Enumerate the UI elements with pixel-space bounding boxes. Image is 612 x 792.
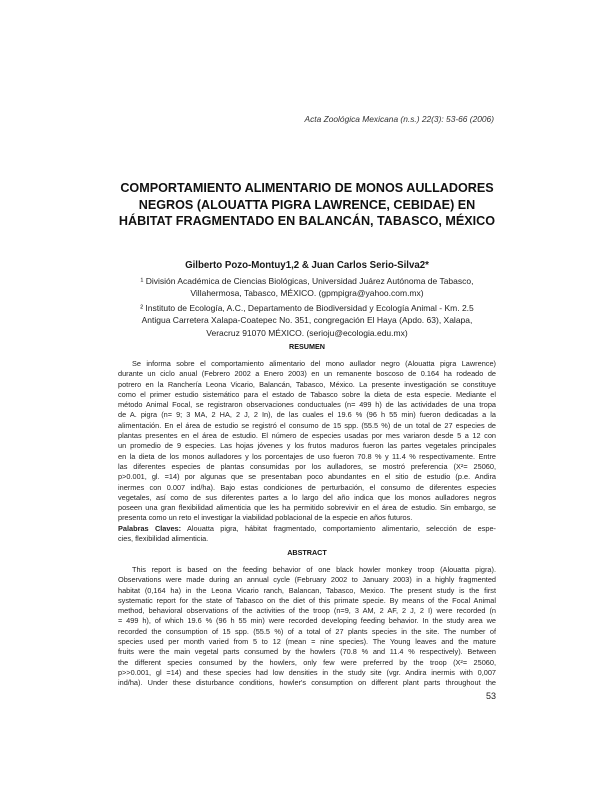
- title-line: COMPORTAMIENTO ALIMENTARIO DE MONOS AULLADORES: [120, 181, 494, 195]
- resumen-line: método Animal Focal, se registraron observaciones conductuales (n= 499 h) de las actividades de una tropa: [118, 400, 496, 410]
- author-line: Gilberto Pozo-Montuy1,2 & Juan Carlos Serio-Silva2*: [185, 260, 429, 271]
- page-number: 53: [485, 691, 496, 701]
- keywords-line: [118, 524, 496, 534]
- resumen-line: alimentación. En el área de estudio se registró el consumo de 15 spp. (55.5 %) de un total de 27 especies de: [118, 420, 496, 430]
- abstract-line: = 499 h), of which 19.6 % (96 h 55 min) were recorded developing feeding behavior. In the study area we: [118, 616, 496, 626]
- resumen-line: inermes con 0.007 ind/ha). Bajo estas condiciones de perturbación, el consumo de diferentes especies: [118, 482, 496, 492]
- abstract-line: systematic report for the state of Tabasco on the diet of this primate specie. By means of the Focal Animal: [118, 595, 496, 605]
- abstract-paragraph: [118, 565, 496, 689]
- journal-citation: Acta Zoológica Mexicana (n.s.) 22(3): 53-66 (2006): [304, 114, 494, 124]
- resumen-line: potrero en la Ranchería Leona Vicario, Balancán, Tabasco, México. La presente investigación se constituye: [118, 379, 496, 389]
- resumen-line: durante un ciclo anual (Febrero 2002 a Enero 2003) en un remanente boscoso de 0.164 ha rodeado de: [118, 369, 496, 379]
- resumen-heading: RESUMEN: [289, 342, 325, 351]
- abstract-line: the different species consumed by the howlers, only few were preferred by the troop (X²= 25060,: [118, 657, 496, 667]
- affiliation-line: Veracruz 91070 MÉXICO. (serioju@ecologia.edu.mx): [206, 327, 408, 338]
- title-line: HÁBITAT FRAGMENTADO EN BALANCÁN, TABASCO, MÉXICO: [118, 214, 496, 229]
- affiliation-1: [118, 275, 496, 300]
- abstract-line: habitat (0,164 ha) in the Leona Vicario ranch, Balancan, Tabasco, Mexico. The present study is the first: [118, 585, 496, 595]
- resumen-line: poseen una gran flexibilidad alimenticia que les ha permitido sobrevivir en el área de estudio. Sin embargo, se: [118, 503, 496, 513]
- abstract-line: recorded the consumption of 15 spp. (55.5 %) of a total of 27 plants species in the site. The number of: [118, 626, 496, 636]
- resumen-line: las diferentes especies de plantas consumidas por los aulladores, se mostró preferencia (X²= 25060,: [118, 461, 496, 471]
- resumen-line: p>0.001, gl. =14) por algunas que se presentaban poco abundantes en el sitio de estudio (p.e. Andira: [118, 472, 496, 482]
- abstract-line: p>>0.001, gl =14) and these species had low densities in the study site (vgr. Andira inermis with 0,007: [118, 667, 496, 677]
- keywords-label: Palabras Claves:: [118, 523, 182, 533]
- resumen-line: de A. pigra (n= 9; 3 MA, 2 HA, 2 J, 2 In), de las cuales el 19.6 % (96 h 55 min) fueron dedicadas a la: [118, 410, 496, 420]
- article-title: [118, 180, 496, 230]
- resumen-line: presenta como un reto el investigar la viabilidad poblacional de la especie en años futuros.: [118, 513, 413, 523]
- abstract-line: Observations were made during an annual cycle (February 2002 to January 2003) in a highly fragmented: [118, 575, 496, 585]
- resumen-line: como el primer estudio sistemático para el estado de Tabasco sobre la dieta de esta especie. Mediante el: [118, 389, 496, 399]
- affiliation-line: Antigua Carretera Xalapa-Coatepec No. 351, congregación El Haya (Apdo. 63), Xalapa,: [141, 315, 473, 326]
- resumen-line: Se informa sobre el comportamiento alimentario del mono aullador negro (Alouatta pigra Lawrence): [132, 359, 496, 368]
- affiliation-line: ² Instituto de Ecología, A.C., Departamento de Biodiversidad y Ecología Animal - Km. 2.5: [140, 303, 474, 313]
- affiliation-line: ¹ División Académica de Ciencias Biológicas, Universidad Juárez Autónoma de Tabasco,: [140, 276, 474, 286]
- affiliation-2: [118, 302, 496, 339]
- abstract-line: species used per month varied from 5 to 12 (mean = nine species). The Young leaves and the mature: [118, 637, 496, 647]
- abstract-line: ind/ha). Under these disturbance conditions, howler's consumption on different plant parts throughout the: [118, 678, 496, 688]
- resumen-line: un promedio de 9 especies. Las hojas jóvenes y los frutos maduros fueron las partes vegetales principales: [118, 441, 496, 451]
- resumen-paragraph: [118, 359, 496, 544]
- resumen-line: en la dieta de los monos aulladores y los porcentajes de uso fueron 70.8 % y 11.4 % respectivamente. Entre: [118, 451, 496, 461]
- resumen-line: plantas presentes en el área de estudio. El número de especies usadas por mes variaron desde 5 a 12 con: [118, 431, 496, 441]
- keywords-line: cies, flexibilidad alimenticia.: [118, 534, 209, 544]
- abstract-heading: ABSTRACT: [287, 548, 327, 557]
- keywords-text: Alouatta pigra, hábitat fragmentado, comportamiento alimentario, selección de espe-: [187, 523, 496, 533]
- title-line: NEGROS (ALOUATTA PIGRA LAWRENCE, CEBIDAE) EN: [138, 197, 476, 212]
- abstract-line: fruits were the main vegetal parts consumed by the howlers (70.8 % and 11.4 % respectively). Between: [118, 647, 496, 657]
- abstract-line: This report is based on the feeding behavior of one black howler monkey troop (Alouatta pigra).: [132, 565, 496, 574]
- resumen-line: vegetales, así como de sus diferentes partes a lo largo del año indica que los monos aulladores negros: [118, 492, 496, 502]
- abstract-line: method, behavioral observations of the activities of the troop (n=9, 3 AM, 2 AF, 2 J, 2 I) were recorded (n: [118, 606, 496, 616]
- affiliation-line: Villahermosa, Tabasco, MÉXICO. (gpmpigra@yahoo.com.mx): [190, 288, 424, 299]
